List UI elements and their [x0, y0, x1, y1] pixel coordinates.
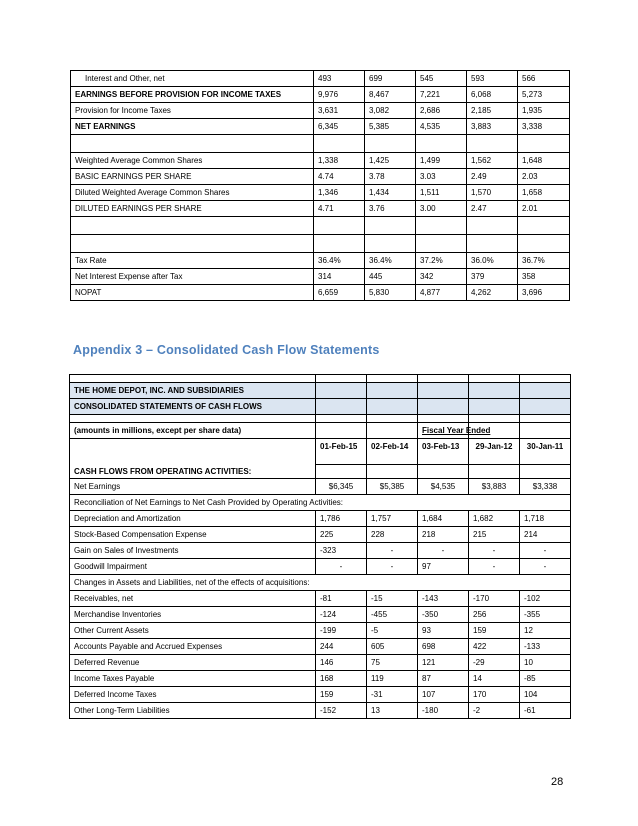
value-cell: 75: [367, 655, 418, 671]
value-cell: 9,976: [314, 87, 365, 103]
table-row: [70, 623, 571, 639]
blank-cell: [365, 135, 416, 153]
value-cell: 36.7%: [518, 253, 570, 269]
value-cell: 6,345: [314, 119, 365, 135]
row-label: Interest and Other, net: [71, 71, 314, 87]
value-cell: -: [469, 543, 520, 559]
table-spacer-row: [70, 375, 571, 383]
row-label: Provision for Income Taxes: [71, 103, 314, 119]
value-cell: -133: [520, 639, 571, 655]
table-row: [71, 269, 570, 285]
value-cell: -199: [316, 623, 367, 639]
row-label: Gain on Sales of Investments: [70, 543, 316, 559]
value-cell: -15: [367, 591, 418, 607]
blank-cell: [314, 217, 365, 235]
value-cell: 121: [418, 655, 469, 671]
table-row: [70, 687, 571, 703]
value-cell: 1,658: [518, 185, 570, 201]
value-cell: 1,562: [467, 153, 518, 169]
operating-activities-header: CASH FLOWS FROM OPERATING ACTIVITIES:: [70, 465, 316, 479]
value-cell: 228: [367, 527, 418, 543]
value-cell: 14: [469, 671, 520, 687]
row-label: Net Interest Expense after Tax: [71, 269, 314, 285]
table-row: [71, 153, 570, 169]
cash-flow-table: [69, 374, 571, 719]
value-cell: 5,830: [365, 285, 416, 301]
value-cell: 342: [416, 269, 467, 285]
table-row: [71, 103, 570, 119]
value-cell: 36.4%: [365, 253, 416, 269]
blank-row: [71, 217, 570, 235]
value-cell: 37.2%: [416, 253, 467, 269]
row-label: Stock-Based Compensation Expense: [70, 527, 316, 543]
units-row: [70, 423, 571, 439]
blank-cell: [365, 235, 416, 253]
value-cell: 6,659: [314, 285, 365, 301]
units-note: (amounts in millions, except per share data): [70, 423, 316, 439]
blank-cell: [518, 235, 570, 253]
table-row: [70, 511, 571, 527]
value-cell: $6,345: [316, 479, 367, 495]
value-cell: 2.47: [467, 201, 518, 217]
operating-activities-header-row: [70, 465, 571, 479]
row-label: Income Taxes Payable: [70, 671, 316, 687]
value-cell: 1,786: [316, 511, 367, 527]
table-row: [71, 201, 570, 217]
blank-cell: [467, 217, 518, 235]
blank-cell: [416, 217, 467, 235]
subsection-row: [70, 575, 571, 591]
value-cell: -: [469, 559, 520, 575]
table-row: [71, 253, 570, 269]
value-cell: 5,385: [365, 119, 416, 135]
table-row: [70, 543, 571, 559]
value-cell: 545: [416, 71, 467, 87]
blank-cell: [314, 235, 365, 253]
value-cell: -61: [520, 703, 571, 719]
value-cell: 1,935: [518, 103, 570, 119]
row-label: Accounts Payable and Accrued Expenses: [70, 639, 316, 655]
value-cell: 10: [520, 655, 571, 671]
value-cell: 2.49: [467, 169, 518, 185]
value-cell: 168: [316, 671, 367, 687]
table-row: [71, 169, 570, 185]
value-cell: $4,535: [418, 479, 469, 495]
value-cell: 698: [418, 639, 469, 655]
blank-row: [71, 235, 570, 253]
fiscal-year-label: Fiscal Year Ended: [418, 423, 469, 439]
value-cell: -5: [367, 623, 418, 639]
value-cell: 13: [367, 703, 418, 719]
value-cell: 1,718: [520, 511, 571, 527]
value-cell: 379: [467, 269, 518, 285]
date-header: 02-Feb-14: [367, 439, 418, 465]
value-cell: 3.76: [365, 201, 416, 217]
table-row: [70, 479, 571, 495]
table-row: [71, 285, 570, 301]
value-cell: 3,883: [467, 119, 518, 135]
table-row: [70, 591, 571, 607]
value-cell: 215: [469, 527, 520, 543]
page-number: 28: [551, 776, 564, 788]
value-cell: 3.78: [365, 169, 416, 185]
value-cell: -355: [520, 607, 571, 623]
value-cell: 1,499: [416, 153, 467, 169]
value-cell: 93: [418, 623, 469, 639]
value-cell: -2: [469, 703, 520, 719]
value-cell: 7,221: [416, 87, 467, 103]
blank-cell: [314, 135, 365, 153]
value-cell: 2,686: [416, 103, 467, 119]
value-cell: 4,535: [416, 119, 467, 135]
value-cell: 256: [469, 607, 520, 623]
value-cell: 3,696: [518, 285, 570, 301]
value-cell: 1,757: [367, 511, 418, 527]
blank-row: [71, 135, 570, 153]
date-header: 01-Feb-15: [316, 439, 367, 465]
value-cell: -31: [367, 687, 418, 703]
value-cell: 97: [418, 559, 469, 575]
value-cell: -: [367, 559, 418, 575]
value-cell: 104: [520, 687, 571, 703]
value-cell: 1,648: [518, 153, 570, 169]
value-cell: 4.74: [314, 169, 365, 185]
value-cell: 699: [365, 71, 416, 87]
value-cell: 4,262: [467, 285, 518, 301]
value-cell: 36.0%: [467, 253, 518, 269]
value-cell: -170: [469, 591, 520, 607]
date-header: 30-Jan-11: [520, 439, 571, 465]
value-cell: 12: [520, 623, 571, 639]
value-cell: 422: [469, 639, 520, 655]
row-label: NOPAT: [71, 285, 314, 301]
table-row: [71, 119, 570, 135]
value-cell: -180: [418, 703, 469, 719]
value-cell: 445: [365, 269, 416, 285]
blank-cell: [71, 235, 314, 253]
value-cell: 218: [418, 527, 469, 543]
table-row: [70, 671, 571, 687]
table-row: [71, 185, 570, 201]
table-row: [70, 639, 571, 655]
value-cell: 119: [367, 671, 418, 687]
table-row: [70, 655, 571, 671]
value-cell: 1,346: [314, 185, 365, 201]
row-label: Tax Rate: [71, 253, 314, 269]
value-cell: 314: [314, 269, 365, 285]
value-cell: 566: [518, 71, 570, 87]
company-name-row: [70, 383, 571, 399]
value-cell: -152: [316, 703, 367, 719]
value-cell: 493: [314, 71, 365, 87]
row-label: Goodwill Impairment: [70, 559, 316, 575]
table-row: [71, 87, 570, 103]
value-cell: $5,385: [367, 479, 418, 495]
value-cell: 4,877: [416, 285, 467, 301]
row-label: Weighted Average Common Shares: [71, 153, 314, 169]
value-cell: 3,338: [518, 119, 570, 135]
blank-cell: [467, 235, 518, 253]
subsection-label: Changes in Assets and Liabilities, net of the effects of acquisitions:: [70, 575, 571, 591]
table-spacer-row: [70, 415, 571, 423]
value-cell: 4.71: [314, 201, 365, 217]
date-header: 03-Feb-13: [418, 439, 469, 465]
value-cell: -: [418, 543, 469, 559]
statement-title: CONSOLIDATED STATEMENTS OF CASH FLOWS: [70, 399, 316, 415]
table-row: [71, 71, 570, 87]
value-cell: -: [367, 543, 418, 559]
row-label: Other Long-Term Liabilities: [70, 703, 316, 719]
value-cell: $3,338: [520, 479, 571, 495]
row-label: DILUTED EARNINGS PER SHARE: [71, 201, 314, 217]
value-cell: -: [520, 559, 571, 575]
value-cell: 605: [367, 639, 418, 655]
value-cell: 1,425: [365, 153, 416, 169]
table-row: [70, 607, 571, 623]
date-header: 29-Jan-12: [469, 439, 520, 465]
value-cell: -29: [469, 655, 520, 671]
blank-cell: [416, 135, 467, 153]
row-label: Receivables, net: [70, 591, 316, 607]
blank-cell: [518, 217, 570, 235]
value-cell: 2.03: [518, 169, 570, 185]
value-cell: 1,338: [314, 153, 365, 169]
row-label: Depreciation and Amortization: [70, 511, 316, 527]
row-label: Deferred Income Taxes: [70, 687, 316, 703]
row-label: NET EARNINGS: [71, 119, 314, 135]
value-cell: 159: [469, 623, 520, 639]
table-row: [70, 703, 571, 719]
table-row: [70, 559, 571, 575]
value-cell: 2.01: [518, 201, 570, 217]
value-cell: -350: [418, 607, 469, 623]
subsection-label: Reconciliation of Net Earnings to Net Cash Provided by Operating Activities:: [70, 495, 571, 511]
value-cell: 36.4%: [314, 253, 365, 269]
value-cell: 3,631: [314, 103, 365, 119]
statement-title-row: [70, 399, 571, 415]
row-label: Diluted Weighted Average Common Shares: [71, 185, 314, 201]
income-summary-table: [70, 70, 570, 301]
blank-cell: [365, 217, 416, 235]
value-cell: -102: [520, 591, 571, 607]
section-title: Appendix 3 – Consolidated Cash Flow Statements: [73, 343, 380, 357]
value-cell: $3,883: [469, 479, 520, 495]
row-label: Deferred Revenue: [70, 655, 316, 671]
value-cell: 2,185: [467, 103, 518, 119]
row-label: BASIC EARNINGS PER SHARE: [71, 169, 314, 185]
value-cell: -323: [316, 543, 367, 559]
value-cell: 244: [316, 639, 367, 655]
value-cell: -81: [316, 591, 367, 607]
value-cell: 1,682: [469, 511, 520, 527]
value-cell: -455: [367, 607, 418, 623]
company-name: THE HOME DEPOT, INC. AND SUBSIDIARIES: [70, 383, 316, 399]
row-label: EARNINGS BEFORE PROVISION FOR INCOME TAXES: [71, 87, 314, 103]
value-cell: -143: [418, 591, 469, 607]
value-cell: 593: [467, 71, 518, 87]
value-cell: -: [316, 559, 367, 575]
value-cell: 1,511: [416, 185, 467, 201]
row-label: Net Earnings: [70, 479, 316, 495]
value-cell: -: [520, 543, 571, 559]
blank-cell: [71, 135, 314, 153]
value-cell: 1,684: [418, 511, 469, 527]
value-cell: 6,068: [467, 87, 518, 103]
value-cell: 3,082: [365, 103, 416, 119]
blank-cell: [71, 217, 314, 235]
value-cell: 225: [316, 527, 367, 543]
value-cell: 87: [418, 671, 469, 687]
value-cell: 214: [520, 527, 571, 543]
blank-cell: [518, 135, 570, 153]
value-cell: 1,434: [365, 185, 416, 201]
value-cell: 8,467: [365, 87, 416, 103]
blank-cell: [416, 235, 467, 253]
value-cell: 1,570: [467, 185, 518, 201]
value-cell: -124: [316, 607, 367, 623]
value-cell: 3.00: [416, 201, 467, 217]
subsection-row: [70, 495, 571, 511]
date-header-row: [70, 439, 571, 465]
row-label: Merchandise Inventories: [70, 607, 316, 623]
value-cell: 5,273: [518, 87, 570, 103]
value-cell: 159: [316, 687, 367, 703]
value-cell: 3.03: [416, 169, 467, 185]
value-cell: -85: [520, 671, 571, 687]
table-row: [70, 527, 571, 543]
value-cell: 107: [418, 687, 469, 703]
value-cell: 358: [518, 269, 570, 285]
blank-cell: [467, 135, 518, 153]
row-label: Other Current Assets: [70, 623, 316, 639]
value-cell: 170: [469, 687, 520, 703]
value-cell: 146: [316, 655, 367, 671]
